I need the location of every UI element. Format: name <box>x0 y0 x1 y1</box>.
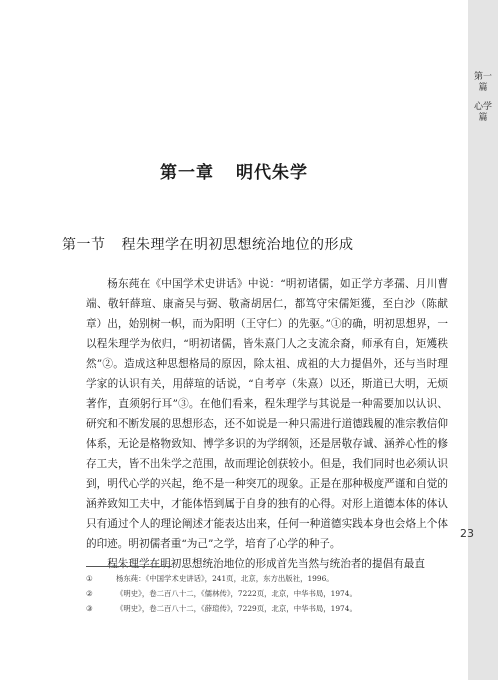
page-number: 23 <box>460 527 474 540</box>
footnotes <box>86 571 456 616</box>
footnote <box>86 571 456 586</box>
footnote-mark: ② <box>86 589 93 598</box>
footnote-text: 《明史》，卷二百八十二，《儒林传》，7222页，北京，中华书局，1974。 <box>116 589 357 598</box>
paragraph: 程朱理学在明初思想统治地位的形成首先当然与统治者的提倡有最直 <box>107 558 425 570</box>
side-thumb-tab <box>472 72 494 124</box>
footnote <box>86 586 456 601</box>
paragraph: 杨东莼在《中国学术史讲话》中说：“明初诸儒，如正学方孝孺、月川曹端、敬轩薛瑄、康斋吴与弼、敬斋胡居仁，都笃守宋儒矩獲，至白沙（陈献章）出，始别树一帜，而为阳明（王守仁）的先驱。”①的确，明初思想界，一以程朱理学为依归，“明初诸儒，皆朱熹门人之支流余裔，师承有自，矩矱秩然”②。造成这种思想格局的原因，除太祖、成祖的大力提倡外，还与当时理学家的认识有关，用薛瑄的话说，“自考亭（朱熹）以还，斯道已大明，无烦著作，直须躬行耳”③。在他们看来，程朱理学与其说是一种需要加以认识、研究和不断发展的思想形态，还不如说是一种只需进行道德践履的准宗教信仰体系，无论是格物致知、博学多识的为学纲领，还是居敬存诚、涵养心性的修存工夫，皆不出朱学之范围，故而理论创获较小。但是，我们同时也必须认识到，明代心学的兴起，绝不是一种突兀的现象。正是在那种极度严谨和自觉的涵养致知工夫中，才能体悟到属于自身的独有的心得。对形上道德本体的体认只有通过个人的理论阐述才能表达出来，任何一种道德实践本身也会烙上个体的印迹。明初儒者重“为己”之学，培育了心学的种子。 <box>86 278 448 550</box>
footnote-text: 杨东莼：《中国学术史讲话》，241页，北京，东方出版社，1996。 <box>116 574 334 583</box>
section-number: 第一节 <box>62 237 106 253</box>
chapter-heading <box>0 158 468 183</box>
chapter-title: 明代朱学 <box>236 163 308 183</box>
footnote <box>86 601 456 616</box>
side-tab-topic: 心学篇 <box>473 102 492 123</box>
footnote-mark: ① <box>86 574 93 583</box>
chapter-number: 第一章 <box>160 163 214 183</box>
footnote-divider <box>86 566 172 567</box>
footnote-mark: ③ <box>86 604 93 613</box>
body-text <box>86 274 448 574</box>
section-heading <box>62 234 462 254</box>
footnote-text: 《明史》，卷二百八十二，《薛瑄传》，7229页，北京，中华书局，1974。 <box>116 604 357 613</box>
side-tab-chapter: 第一篇 <box>473 72 492 93</box>
section-title: 程朱理学在明初思想统治地位的形成 <box>121 237 354 253</box>
